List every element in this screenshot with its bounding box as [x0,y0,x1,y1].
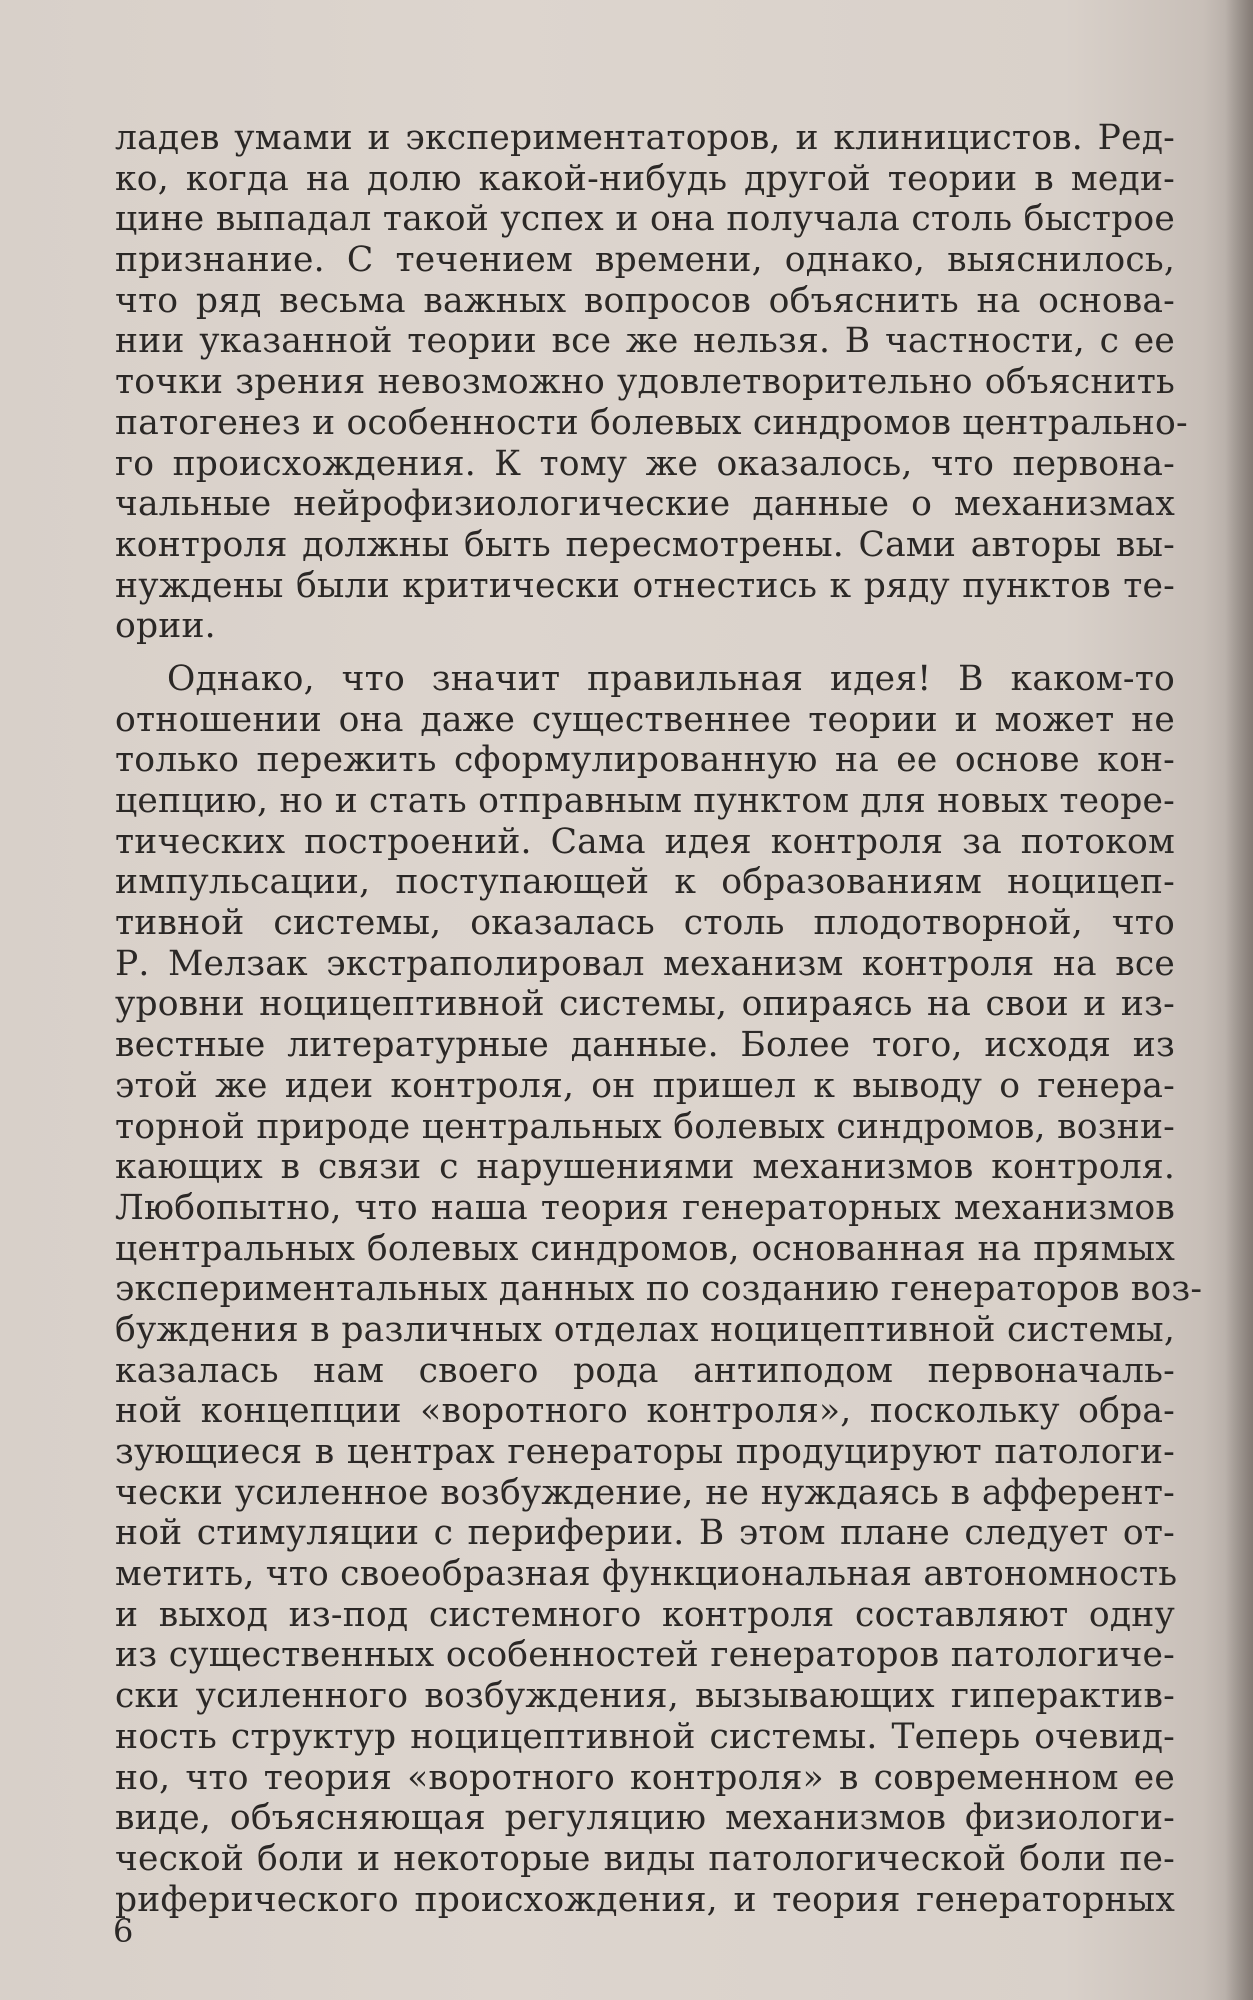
paragraph-2 [115,658,1203,1920]
text-line: тических построений. Сама идея контроля за потоком [115,821,1175,862]
text-line: уровни ноцицептивной системы, опираясь на свои и из- [115,984,1175,1025]
page-edge-shadow [1225,0,1253,2000]
text-line: патогенез и особенности болевых синдромов центрально- [115,402,1188,443]
text-line: нии указанной теории все же нельзя. В частности, с ее [115,321,1175,362]
text-line: зующиеся в центрах генераторы продуцируют патологи- [115,1432,1175,1472]
text-line: ной стимуляции с периферии. В этом плане следует от- [115,1513,1175,1554]
text-line: этой же идеи контроля, он пришел к выводу о генера- [115,1065,1175,1106]
text-line: цине выпадал такой успех и она получала столь быстрое [115,199,1175,240]
text-line: виде, объясняющая регуляцию механизмов физиологи- [115,1798,1175,1839]
text-line: Р. Мелзак экстраполировал механизм контроля на все [115,943,1175,984]
text-line: цепцию, но и стать отправным пунктом для новых теоре- [115,781,1175,821]
text-line: экспериментальных данных по созданию генераторов воз- [115,1269,1203,1310]
text-line: но, что теория «воротного контроля» в современном ее [115,1757,1175,1798]
text-line: ность структур ноцицептивной системы. Теперь очевид- [115,1716,1175,1757]
text-line: го происхождения. К тому же оказалось, что первона- [115,443,1175,484]
paragraph-gap [115,647,1175,659]
text-line: чальные нейрофизиологические данные о механизмах [115,484,1175,525]
text-line: ческой боли и некоторые виды патологической боли пе- [115,1838,1175,1879]
text-line: Любопытно, что наша теория генераторных механизмов [115,1187,1175,1228]
paragraph-1 [115,118,1188,647]
text-line: кающих в связи с нарушениями механизмов контроля. [115,1147,1175,1188]
text-line: ладев умами и экспериментаторов, и клиницистов. Ред- [115,118,1175,158]
text-line: и выход из-под системного контроля составляют одну [115,1594,1175,1635]
text-line: только пережить сформулированную на ее основе кон- [115,740,1175,781]
text-line: ории. [115,606,216,647]
text-line: вестные литературные данные. Более того, исходя из [115,1025,1175,1066]
text-line: тивной системы, оказалась столь плодотворной, что [115,903,1175,944]
body-text [115,118,1203,1920]
text-line: из существенных особенностей генераторов патологиче- [115,1635,1175,1676]
text-line: торной природе центральных болевых синдромов, возни- [115,1106,1175,1147]
text-line: чески усиленное возбуждение, не нуждаясь в афферент- [115,1472,1175,1513]
page-number: 6 [113,1912,134,1950]
text-line: что ряд весьма важных вопросов объяснить на основа- [115,280,1175,321]
text-line: Однако, что значит правильная идея! В каком-то [167,658,1175,699]
text-line: импульсации, поступающей к образованиям ноцицеп- [115,862,1175,903]
text-line: признание. С течением времени, однако, выяснилось, [115,240,1175,281]
text-line: точки зрения невозможно удовлетворительно объяснить [115,362,1175,403]
text-line: казалась нам своего рода антиподом первоначаль- [115,1350,1175,1391]
text-line: риферического происхождения, и теория генераторных [115,1879,1175,1920]
text-line: ко, когда на долю какой-нибудь другой теории в меди- [115,158,1175,199]
text-line: центральных болевых синдромов, основанная на прямых [115,1228,1175,1269]
text-line: отношении она даже существеннее теории и может не [115,699,1175,740]
text-line: нуждены были критически отнестись к ряду пунктов те- [115,565,1175,606]
text-line: контроля должны быть пересмотрены. Сами авторы вы- [115,524,1175,565]
text-line: метить, что своеобразная функциональная автономность [115,1554,1178,1595]
text-line: буждения в различных отделах ноцицептивной системы, [115,1309,1175,1350]
text-line: ски усиленного возбуждения, вызывающих гиперактив- [115,1676,1175,1717]
text-line: ной концепции «воротного контроля», поскольку обра- [115,1391,1175,1432]
